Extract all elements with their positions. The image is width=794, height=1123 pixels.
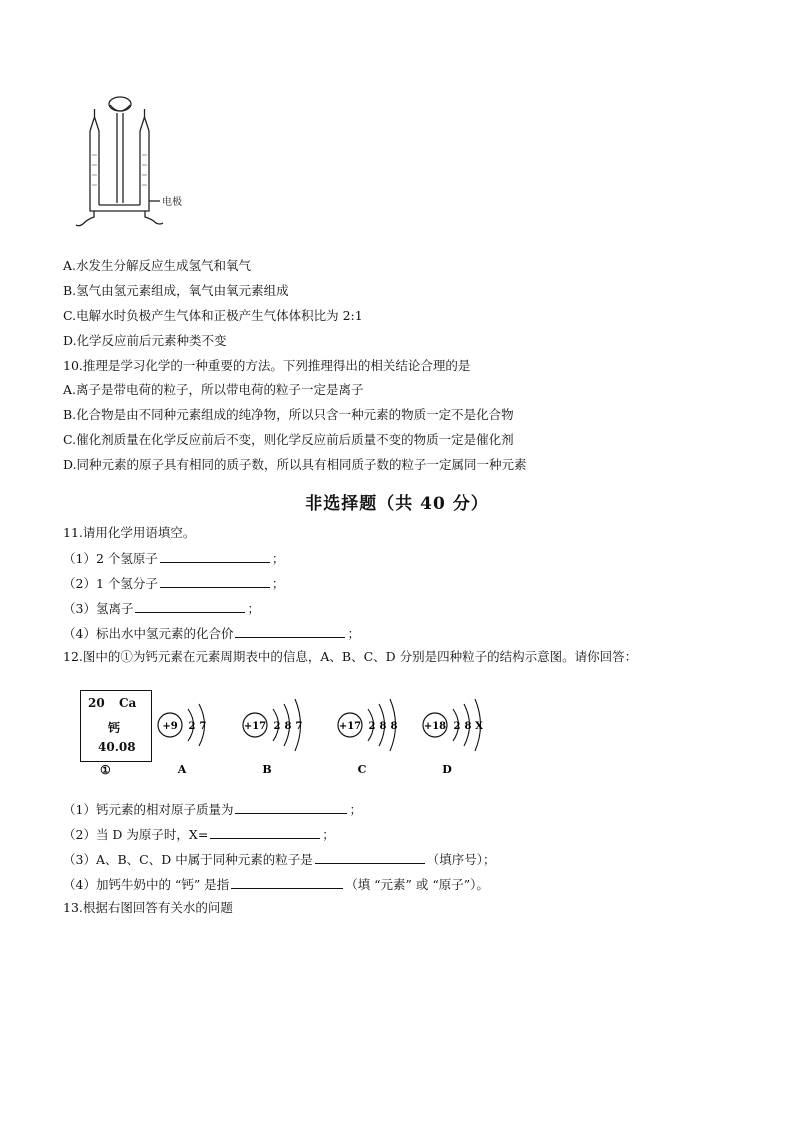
- q11-item-2: （2）1 个氢分子 ；: [63, 576, 285, 591]
- q10-option-b: B.化合物是由不同种元素组成的纯净物，所以只含一种元素的物质一定不是化合物: [63, 407, 514, 422]
- particle-c: [338, 699, 398, 776]
- card-label: ①: [100, 763, 111, 777]
- nucleus-charge: +18: [423, 721, 447, 732]
- answer-blank[interactable]: [315, 850, 425, 864]
- answer-blank[interactable]: [235, 624, 345, 638]
- particle-diagrams: [150, 680, 510, 780]
- element-name: 钙: [108, 721, 121, 735]
- shell-electron-count: X: [475, 721, 483, 732]
- q12-item-3: （3）A、B、C、D 中属于同种元素的粒子是 （填序号）；: [63, 852, 496, 867]
- nucleus-charge: +17: [338, 721, 362, 732]
- answer-blank[interactable]: [231, 875, 343, 889]
- q9-option-d: D.化学反应前后元素种类不变: [63, 333, 227, 348]
- shell-electron-count: 8: [464, 721, 472, 732]
- particle-d: [423, 699, 483, 776]
- nucleus-charge: +9: [162, 721, 178, 732]
- particle-b: [243, 699, 303, 776]
- calcium-element-card: [80, 690, 152, 762]
- q10-stem: 10.推理是学习化学的一种重要的方法。下列推理得出的相关结论合理的是: [63, 358, 471, 373]
- electrolysis-apparatus-figure: [66, 95, 196, 230]
- answer-blank[interactable]: [210, 825, 320, 839]
- q11-item-3: （3）氢离子 ；: [63, 601, 260, 616]
- particle-label: D: [442, 763, 452, 776]
- shell-electron-count: 2: [188, 721, 196, 732]
- q10-option-a: A.离子是带电荷的粒子，所以带电荷的粒子一定是离子: [63, 382, 364, 397]
- answer-blank[interactable]: [160, 549, 270, 563]
- q10-option-d: D.同种元素的原子具有相同的质子数，所以具有相同质子数的粒子一定属同一种元素: [63, 457, 527, 472]
- answer-blank[interactable]: [135, 599, 245, 613]
- nucleus-charge: +17: [243, 721, 267, 732]
- answer-blank[interactable]: [160, 574, 270, 588]
- q12-stem: 12.图中的①为钙元素在元素周期表中的信息，A、B、C、D 分别是四种粒子的结构示意图。请你回答：: [63, 649, 638, 664]
- atomic-number: 20: [88, 696, 105, 710]
- shell-electron-count: 8: [284, 721, 292, 732]
- shell-electron-count: 7: [295, 721, 303, 732]
- electrode-label: 电极: [162, 197, 182, 208]
- q12-item-2: （2）当 D 为原子时，X= ；: [63, 827, 335, 842]
- q9-option-b: B.氢气由氢元素组成，氧气由氧元素组成: [63, 283, 289, 298]
- shell-electron-count: 7: [199, 721, 207, 732]
- q11-item-1: （1）2 个氢原子 ；: [63, 551, 285, 566]
- q12-item-4: （4）加钙牛奶中的 “钙” 是指 （填 “元素” 或 “原子”）。: [63, 877, 489, 892]
- q9-option-c: C.电解水时负极产生气体和正极产生气体体积比为 2:1: [63, 308, 363, 323]
- particle-label: A: [177, 763, 187, 776]
- element-symbol: Ca: [119, 696, 137, 710]
- shell-electron-count: 2: [453, 721, 461, 732]
- q9-option-a: A.水发生分解反应生成氢气和氧气: [63, 258, 252, 273]
- q11-stem: 11.请用化学用语填空。: [63, 525, 196, 540]
- shell-electron-count: 8: [390, 721, 398, 732]
- answer-blank[interactable]: [235, 800, 347, 814]
- particle-a: [158, 704, 207, 776]
- shell-electron-count: 2: [368, 721, 376, 732]
- q13-stem: 13.根据右图回答有关水的问题: [63, 900, 233, 915]
- q12-item-1: （1）钙元素的相对原子质量为 ；: [63, 802, 362, 817]
- section-title: 非选择题（共 40 分）: [305, 494, 489, 514]
- particle-label: B: [262, 763, 272, 776]
- shell-electron-count: 2: [273, 721, 281, 732]
- q11-item-4: （4）标出水中氢元素的化合价 ；: [63, 626, 360, 641]
- atomic-mass: 40.08: [98, 740, 136, 754]
- shell-electron-count: 8: [379, 721, 387, 732]
- q10-option-c: C.催化剂质量在化学反应前后不变，则化学反应前后质量不变的物质一定是催化剂: [63, 432, 514, 447]
- particle-label: C: [357, 763, 367, 776]
